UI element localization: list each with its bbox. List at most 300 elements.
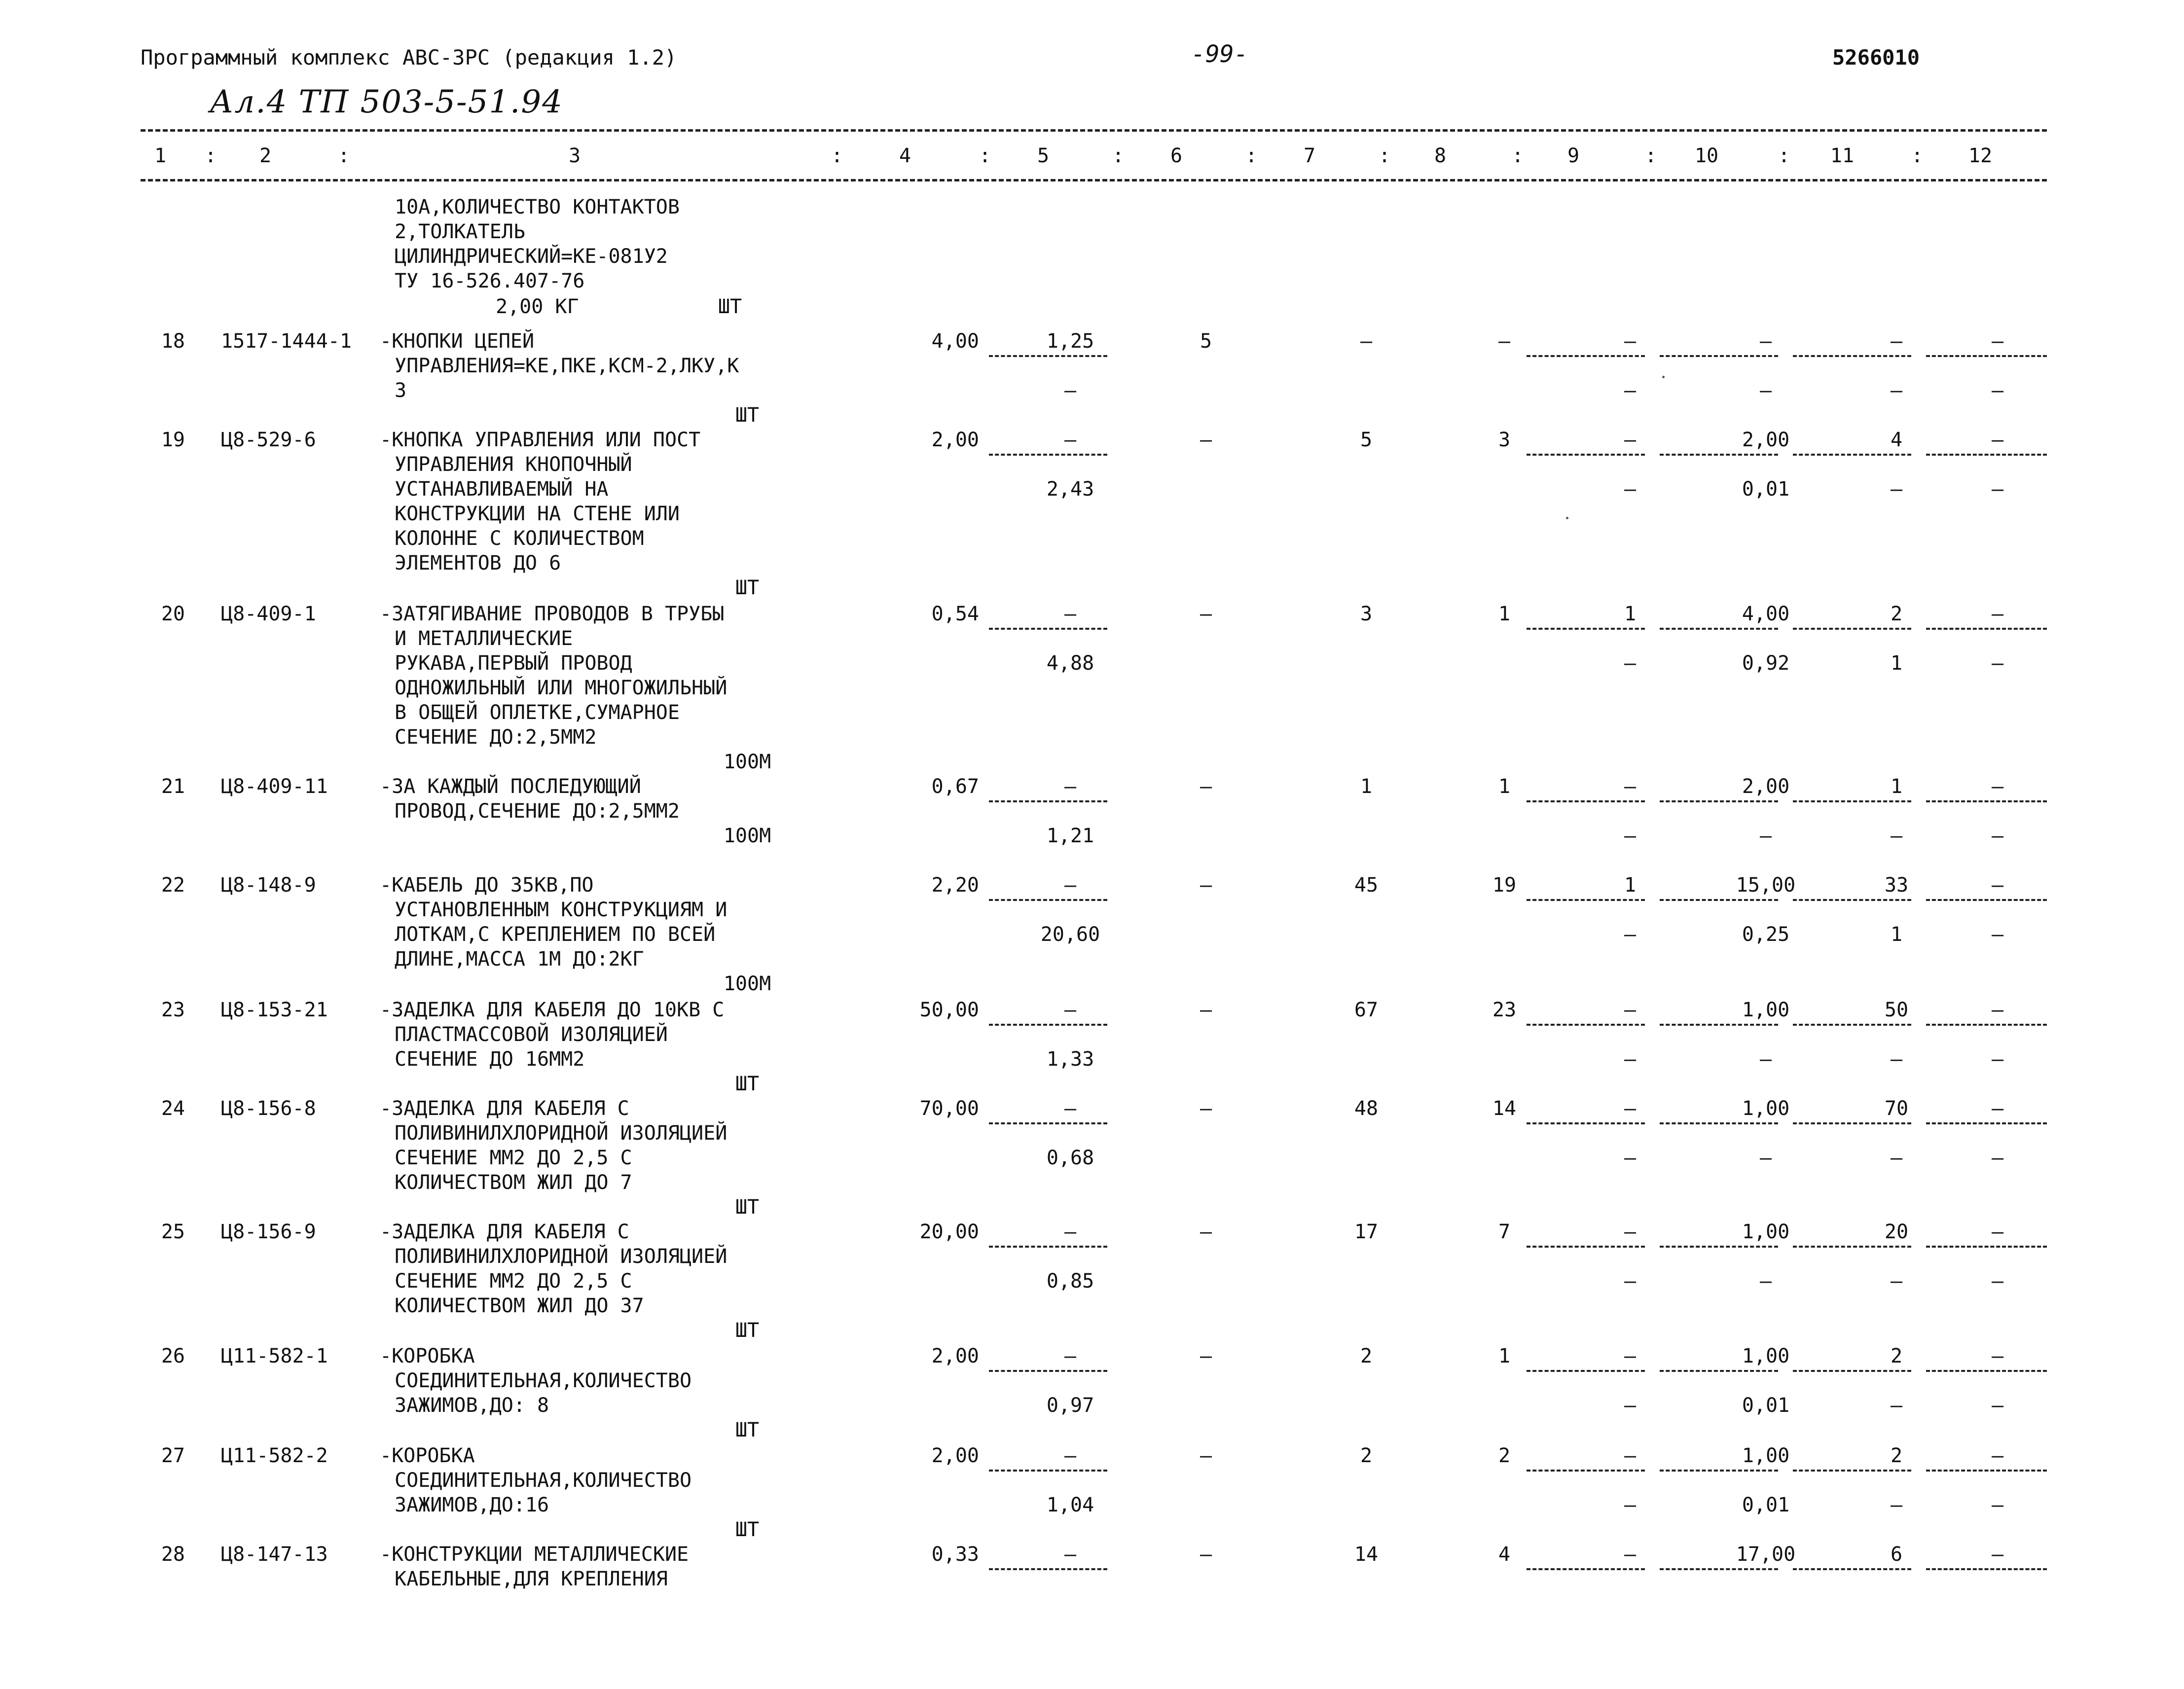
cell-col4: 4,00 <box>931 330 979 353</box>
col12-dashes <box>1926 1568 2047 1570</box>
row-unit: ШТ <box>735 1319 760 1342</box>
cell-col6: – <box>1200 1444 1212 1467</box>
column-number: 6 <box>1170 144 1183 167</box>
row-description-line: ЗАЖИМОВ,ДО: 8 <box>395 1394 549 1417</box>
cell-col5: – <box>1064 1097 1077 1120</box>
cell-col11-second: – <box>1890 478 1903 501</box>
column-separator: : <box>1379 144 1391 167</box>
row-description-line: СОЕДИНИТЕЛЬНАЯ,КОЛИЧЕСТВО <box>395 1369 692 1392</box>
cell-col12: – <box>1991 330 2004 353</box>
cell-col10-second: 0,01 <box>1742 1394 1790 1417</box>
cell-col9-second: – <box>1624 379 1637 402</box>
column-number: 9 <box>1567 144 1580 167</box>
col10-dashes <box>1660 1568 1778 1570</box>
col5-dashes <box>989 454 1107 456</box>
col5-dashes <box>989 1024 1107 1026</box>
col5-dashes <box>989 1470 1107 1472</box>
col10-dashes <box>1660 1470 1778 1472</box>
cell-col11: 6 <box>1890 1543 1903 1566</box>
col5-dashes <box>989 355 1107 357</box>
cell-col4: 0,54 <box>931 603 979 625</box>
cell-col5-second: 20,60 <box>1040 923 1100 946</box>
col5-dashes <box>989 800 1107 802</box>
row-description-line: -ЗАДЕЛКА ДЛЯ КАБЕЛЯ С <box>380 1221 629 1243</box>
cell-col10-second: 0,25 <box>1742 923 1790 946</box>
cell-col4: 20,00 <box>919 1221 979 1243</box>
column-number: 3 <box>568 144 581 167</box>
row-description-line: КАБЕЛЬНЫЕ,ДЛЯ КРЕПЛЕНИЯ <box>395 1568 668 1590</box>
cell-col12-second: – <box>1991 1270 2004 1293</box>
cell-col12-second: – <box>1991 379 2004 402</box>
row-number: 20 <box>161 603 185 625</box>
row-code: Ц8-156-8 <box>221 1097 316 1120</box>
row-description-line: -КОРОБКА <box>380 1444 475 1467</box>
row-description-line: ОДНОЖИЛЬНЫЙ ИЛИ МНОГОЖИЛЬНЫЙ <box>395 677 728 699</box>
cell-col5: – <box>1064 1444 1077 1467</box>
row-description-line: 3 <box>395 379 407 402</box>
continuation-unit: ШТ <box>718 295 742 318</box>
row-unit: 100М <box>723 825 771 847</box>
col9-dashes <box>1527 454 1645 456</box>
cell-col5: – <box>1064 603 1077 625</box>
scan-speck <box>1662 376 1665 378</box>
cell-col7: – <box>1360 330 1373 353</box>
row-number: 27 <box>161 1444 185 1467</box>
cell-col8: 19 <box>1492 874 1517 897</box>
row-number: 25 <box>161 1221 185 1243</box>
col12-dashes <box>1926 628 2047 630</box>
cell-col6: – <box>1200 1221 1212 1243</box>
row-unit: ШТ <box>735 1419 760 1441</box>
cell-col7: 14 <box>1354 1543 1379 1566</box>
row-description-line: СЕЧЕНИЕ ДО 16ММ2 <box>395 1048 585 1071</box>
row-description-line: ПОЛИВИНИЛХЛОРИДНОЙ ИЗОЛЯЦИЕЙ <box>395 1122 728 1145</box>
cell-col8: 14 <box>1492 1097 1517 1120</box>
cell-col12: – <box>1991 1221 2004 1243</box>
col11-dashes <box>1793 1246 1911 1248</box>
cell-col9-second: – <box>1624 1147 1637 1169</box>
cell-col9-second: – <box>1624 923 1637 946</box>
col11-dashes <box>1793 1370 1911 1372</box>
cell-col12: – <box>1991 1097 2004 1120</box>
col9-dashes <box>1527 1122 1645 1124</box>
cell-col9-second: – <box>1624 825 1637 847</box>
row-code: Ц8-156-9 <box>221 1221 316 1243</box>
column-number: 7 <box>1303 144 1316 167</box>
col5-dashes <box>989 1122 1107 1124</box>
column-number: 4 <box>899 144 911 167</box>
cell-col11: 70 <box>1884 1097 1909 1120</box>
cell-col9: – <box>1624 775 1637 798</box>
cell-col4: 2,00 <box>931 1444 979 1467</box>
cell-col5-second: – <box>1064 379 1077 402</box>
col9-dashes <box>1527 628 1645 630</box>
cell-col10: 17,00 <box>1736 1543 1796 1566</box>
col10-dashes <box>1660 1370 1778 1372</box>
row-description-line: УСТАНАВЛИВАЕМЫЙ НА <box>395 478 609 501</box>
col12-dashes <box>1926 454 2047 456</box>
cell-col10: 2,00 <box>1742 429 1790 451</box>
row-description-line: ДЛИНЕ,МАССА 1М ДО:2КГ <box>395 948 644 970</box>
cell-col9: – <box>1624 999 1637 1021</box>
row-description-line: ПОЛИВИНИЛХЛОРИДНОЙ ИЗОЛЯЦИЕЙ <box>395 1245 728 1268</box>
cell-col10: 1,00 <box>1742 999 1790 1021</box>
col10-dashes <box>1660 355 1778 357</box>
row-unit: 100М <box>723 751 771 773</box>
cell-col9: – <box>1624 1097 1637 1120</box>
row-description-line: ПЛАСТМАССОВОЙ ИЗОЛЯЦИЕЙ <box>395 1023 668 1046</box>
cell-col12: – <box>1991 999 2004 1021</box>
cell-col5: – <box>1064 1345 1077 1367</box>
cell-col12-second: – <box>1991 1147 2004 1169</box>
cell-col10-second: – <box>1759 825 1772 847</box>
cell-col8: – <box>1498 330 1511 353</box>
col9-dashes <box>1527 1568 1645 1570</box>
column-separator: : <box>1911 144 1924 167</box>
cell-col4: 0,67 <box>931 775 979 798</box>
cell-col11: 33 <box>1884 874 1909 897</box>
col11-dashes <box>1793 355 1911 357</box>
cell-col12-second: – <box>1991 825 2004 847</box>
cell-col12: – <box>1991 429 2004 451</box>
row-number: 21 <box>161 775 185 798</box>
cell-col11: 1 <box>1890 775 1903 798</box>
cell-col7: 48 <box>1354 1097 1379 1120</box>
col5-dashes <box>989 1246 1107 1248</box>
row-description-line: ПРОВОД,СЕЧЕНИЕ ДО:2,5ММ2 <box>395 800 680 823</box>
col9-dashes <box>1527 899 1645 901</box>
cell-col9: 1 <box>1624 603 1637 625</box>
cell-col9: – <box>1624 1345 1637 1367</box>
col9-dashes <box>1527 355 1645 357</box>
col5-dashes <box>989 1370 1107 1372</box>
row-description-line: СЕЧЕНИЕ ДО:2,5ММ2 <box>395 726 597 749</box>
col12-dashes <box>1926 800 2047 802</box>
cell-col10-second: 0,01 <box>1742 478 1790 501</box>
row-description-line: -КНОПКА УПРАВЛЕНИЯ ИЛИ ПОСТ <box>380 429 701 451</box>
row-description-line: УПРАВЛЕНИЯ=КЕ,ПКЕ,КСМ-2,ЛКУ,К <box>395 355 739 377</box>
col5-dashes <box>989 1568 1107 1570</box>
row-description-line: -ЗАДЕЛКА ДЛЯ КАБЕЛЯ ДО 10КВ С <box>380 999 725 1021</box>
cell-col4: 2,20 <box>931 874 979 897</box>
row-description-line: РУКАВА,ПЕРВЫЙ ПРОВОД <box>395 652 632 675</box>
row-number: 19 <box>161 429 185 451</box>
col12-dashes <box>1926 355 2047 357</box>
cell-col12: – <box>1991 603 2004 625</box>
column-number: 5 <box>1037 144 1050 167</box>
cell-col12-second: – <box>1991 1048 2004 1071</box>
column-number: 12 <box>1968 144 1993 167</box>
row-unit: 100М <box>723 972 771 995</box>
column-number: 11 <box>1830 144 1855 167</box>
cell-col12: – <box>1991 1345 2004 1367</box>
row-description-line: -КОРОБКА <box>380 1345 475 1367</box>
cell-col7: 1 <box>1360 775 1373 798</box>
cell-col7: 67 <box>1354 999 1379 1021</box>
page-number: -99- <box>1191 40 1248 68</box>
cell-col12: – <box>1991 1543 2004 1566</box>
row-number: 26 <box>161 1345 185 1367</box>
row-description-line: -КНОПКИ ЦЕПЕЙ <box>380 330 535 353</box>
cell-col9-second: – <box>1624 1048 1637 1071</box>
cell-col8: 3 <box>1498 429 1511 451</box>
row-number: 28 <box>161 1543 185 1566</box>
cell-col5-second: 1,04 <box>1046 1494 1094 1516</box>
cell-col6: – <box>1200 775 1212 798</box>
header-top-rule <box>141 129 2047 132</box>
cell-col5: – <box>1064 874 1077 897</box>
cell-col6: – <box>1200 429 1212 451</box>
row-code: Ц8-409-11 <box>221 775 328 798</box>
cell-col8: 1 <box>1498 1345 1511 1367</box>
cell-col11-second: – <box>1890 379 1903 402</box>
continuation-line: 10А,КОЛИЧЕСТВО КОНТАКТОВ <box>395 196 680 218</box>
cell-col12-second: – <box>1991 652 2004 675</box>
cell-col12-second: – <box>1991 1494 2004 1516</box>
row-description-line: ЗАЖИМОВ,ДО:16 <box>395 1494 549 1516</box>
cell-col10-second: – <box>1759 1270 1772 1293</box>
cell-col9: 1 <box>1624 874 1637 897</box>
cell-col8: 1 <box>1498 775 1511 798</box>
row-description-line: КОЛИЧЕСТВОМ ЖИЛ ДО 37 <box>395 1294 644 1317</box>
row-code: Ц8-529-6 <box>221 429 316 451</box>
cell-col10: 1,00 <box>1742 1444 1790 1467</box>
row-code: 1517-1444-1 <box>221 330 352 353</box>
header-bottom-rule <box>141 179 2047 181</box>
cell-col10-second: – <box>1759 1048 1772 1071</box>
cell-col5-second: 1,21 <box>1046 825 1094 847</box>
continuation-weight: 2,00 КГ <box>496 295 579 318</box>
cell-col6: – <box>1200 1097 1212 1120</box>
cell-col11: 2 <box>1890 1345 1903 1367</box>
row-description-line: -КАБЕЛЬ ДО 35КВ,ПО <box>380 874 594 897</box>
cell-col7: 2 <box>1360 1444 1373 1467</box>
row-code: Ц8-409-1 <box>221 603 316 625</box>
cell-col11-second: 1 <box>1890 923 1903 946</box>
column-separator: : <box>979 144 991 167</box>
cell-col11: – <box>1890 330 1903 353</box>
column-number: 1 <box>154 144 167 167</box>
cell-col12-second: – <box>1991 478 2004 501</box>
col11-dashes <box>1793 1568 1911 1570</box>
row-unit: ШТ <box>735 1073 760 1095</box>
cell-col5-second: 4,88 <box>1046 652 1094 675</box>
cell-col5-second: 0,68 <box>1046 1147 1094 1169</box>
cell-col5-second: 0,85 <box>1046 1270 1094 1293</box>
column-separator: : <box>1245 144 1258 167</box>
cell-col6: – <box>1200 1543 1212 1566</box>
col9-dashes <box>1527 1246 1645 1248</box>
cell-col11: 50 <box>1884 999 1909 1021</box>
row-description-line: УСТАНОВЛЕННЫМ КОНСТРУКЦИЯМ И <box>395 898 728 921</box>
cell-col6: – <box>1200 999 1212 1021</box>
row-description-line: -ЗАТЯГИВАНИЕ ПРОВОДОВ В ТРУБЫ <box>380 603 725 625</box>
column-number: 8 <box>1434 144 1447 167</box>
cell-col12: – <box>1991 1444 2004 1467</box>
col10-dashes <box>1660 1024 1778 1026</box>
row-description-line: СЕЧЕНИЕ ММ2 ДО 2,5 С <box>395 1270 632 1293</box>
cell-col12-second: – <box>1991 1394 2004 1417</box>
row-description-line: СЕЧЕНИЕ ММ2 ДО 2,5 С <box>395 1147 632 1169</box>
scan-speck <box>1566 517 1568 519</box>
row-code: Ц8-148-9 <box>221 874 316 897</box>
col12-dashes <box>1926 1370 2047 1372</box>
cell-col11: 20 <box>1884 1221 1909 1243</box>
cell-col5-second: 1,33 <box>1046 1048 1094 1071</box>
cell-col9: – <box>1624 1543 1637 1566</box>
cell-col8: 2 <box>1498 1444 1511 1467</box>
cell-col5-second: 0,97 <box>1046 1394 1094 1417</box>
cell-col8: 1 <box>1498 603 1511 625</box>
cell-col5-second: 2,43 <box>1046 478 1094 501</box>
cell-col4: 70,00 <box>919 1097 979 1120</box>
row-description-line: КОНСТРУКЦИИ НА СТЕНЕ ИЛИ <box>395 503 680 525</box>
cell-col9: – <box>1624 1444 1637 1467</box>
cell-col11-second: – <box>1890 1048 1903 1071</box>
cell-col9-second: – <box>1624 1394 1637 1417</box>
column-number: 2 <box>259 144 272 167</box>
col12-dashes <box>1926 1122 2047 1124</box>
cell-col12: – <box>1991 775 2004 798</box>
col5-dashes <box>989 899 1107 901</box>
col10-dashes <box>1660 454 1778 456</box>
col5-dashes <box>989 628 1107 630</box>
cell-col10: 4,00 <box>1742 603 1790 625</box>
cell-col10-second: – <box>1759 379 1772 402</box>
cell-col5: – <box>1064 1543 1077 1566</box>
cell-col12: – <box>1991 874 2004 897</box>
row-unit: ШТ <box>735 404 760 427</box>
cell-col9-second: – <box>1624 652 1637 675</box>
col12-dashes <box>1926 899 2047 901</box>
cell-col9-second: – <box>1624 1270 1637 1293</box>
row-description-line: -КОНСТРУКЦИИ МЕТАЛЛИЧЕСКИЕ <box>380 1543 689 1566</box>
cell-col11-second: – <box>1890 825 1903 847</box>
column-separator: : <box>1778 144 1790 167</box>
cell-col5: – <box>1064 775 1077 798</box>
row-description-line: -ЗАДЕЛКА ДЛЯ КАБЕЛЯ С <box>380 1097 629 1120</box>
col12-dashes <box>1926 1246 2047 1248</box>
col9-dashes <box>1527 1470 1645 1472</box>
row-code: Ц8-153-21 <box>221 999 328 1021</box>
col11-dashes <box>1793 1122 1911 1124</box>
cell-col10: 1,00 <box>1742 1097 1790 1120</box>
cell-col7: 2 <box>1360 1345 1373 1367</box>
cell-col4: 50,00 <box>919 999 979 1021</box>
row-number: 24 <box>161 1097 185 1120</box>
cell-col5: – <box>1064 999 1077 1021</box>
row-description-line: УПРАВЛЕНИЯ КНОПОЧНЫЙ <box>395 453 632 476</box>
col9-dashes <box>1527 1024 1645 1026</box>
cell-col6: – <box>1200 874 1212 897</box>
col11-dashes <box>1793 800 1911 802</box>
row-description-line: И МЕТАЛЛИЧЕСКИЕ <box>395 627 573 650</box>
col11-dashes <box>1793 899 1911 901</box>
cell-col7: 17 <box>1354 1221 1379 1243</box>
continuation-line: ЦИЛИНДРИЧЕСКИЙ=КЕ-081У2 <box>395 245 668 268</box>
row-number: 22 <box>161 874 185 897</box>
column-separator: : <box>1512 144 1524 167</box>
cell-col6: – <box>1200 603 1212 625</box>
column-separator: : <box>205 144 217 167</box>
column-separator: : <box>1645 144 1657 167</box>
col12-dashes <box>1926 1024 2047 1026</box>
cell-col10: 1,00 <box>1742 1345 1790 1367</box>
cell-col4: 2,00 <box>931 429 979 451</box>
col9-dashes <box>1527 1370 1645 1372</box>
col10-dashes <box>1660 628 1778 630</box>
row-unit: ШТ <box>735 1196 760 1219</box>
cell-col10: 15,00 <box>1736 874 1796 897</box>
col10-dashes <box>1660 800 1778 802</box>
col9-dashes <box>1527 800 1645 802</box>
col11-dashes <box>1793 628 1911 630</box>
cell-col8: 23 <box>1492 999 1517 1021</box>
cell-col10-second: 0,01 <box>1742 1494 1790 1516</box>
col11-dashes <box>1793 454 1911 456</box>
cell-col6: 5 <box>1200 330 1212 353</box>
column-number: 10 <box>1694 144 1719 167</box>
row-description-line: ЛОТКАМ,С КРЕПЛЕНИЕМ ПО ВСЕЙ <box>395 923 716 946</box>
cell-col8: 4 <box>1498 1543 1511 1566</box>
row-description-line: ЭЛЕМЕНТОВ ДО 6 <box>395 552 561 575</box>
cell-col12-second: – <box>1991 923 2004 946</box>
col11-dashes <box>1793 1024 1911 1026</box>
continuation-line: 2,ТОЛКАТЕЛЬ <box>395 220 525 243</box>
cell-col9: – <box>1624 330 1637 353</box>
cell-col8: 7 <box>1498 1221 1511 1243</box>
continuation-line: ТУ 16-526.407-76 <box>395 270 585 292</box>
cell-col11: 4 <box>1890 429 1903 451</box>
cell-col4: 0,33 <box>931 1543 979 1566</box>
row-code: Ц11-582-2 <box>221 1444 328 1467</box>
handwritten-reference: Ал.4 ТП 503-5-51.94 <box>210 84 563 120</box>
cell-col5: 1,25 <box>1046 330 1094 353</box>
cell-col5: – <box>1064 1221 1077 1243</box>
row-number: 23 <box>161 999 185 1021</box>
cell-col7: 45 <box>1354 874 1379 897</box>
col10-dashes <box>1660 1122 1778 1124</box>
program-title: Программный комплекс АВС-3РС (редакция 1.2) <box>141 45 677 70</box>
cell-col5: – <box>1064 429 1077 451</box>
cell-col10-second: 0,92 <box>1742 652 1790 675</box>
cell-col7: 5 <box>1360 429 1373 451</box>
cell-col9: – <box>1624 429 1637 451</box>
cell-col11-second: – <box>1890 1394 1903 1417</box>
column-separator: : <box>1112 144 1125 167</box>
row-description-line: СОЕДИНИТЕЛЬНАЯ,КОЛИЧЕСТВО <box>395 1469 692 1492</box>
row-description-line: В ОБЩЕЙ ОПЛЕТКЕ,СУМАРНОЕ <box>395 701 680 724</box>
cell-col6: – <box>1200 1345 1212 1367</box>
cell-col11-second: – <box>1890 1270 1903 1293</box>
cell-col11-second: – <box>1890 1494 1903 1516</box>
column-separator: : <box>338 144 350 167</box>
cell-col10-second: – <box>1759 1147 1772 1169</box>
cell-col11-second: 1 <box>1890 652 1903 675</box>
cell-col11: 2 <box>1890 1444 1903 1467</box>
document-code: 5266010 <box>1832 45 1920 70</box>
cell-col7: 3 <box>1360 603 1373 625</box>
row-unit: ШТ <box>735 576 760 599</box>
row-description-line: КОЛИЧЕСТВОМ ЖИЛ ДО 7 <box>395 1171 632 1194</box>
cell-col10: – <box>1759 330 1772 353</box>
col10-dashes <box>1660 1246 1778 1248</box>
col10-dashes <box>1660 899 1778 901</box>
cell-col9-second: – <box>1624 478 1637 501</box>
row-description-line: -ЗА КАЖДЫЙ ПОСЛЕДУЮЩИЙ <box>380 775 641 798</box>
col12-dashes <box>1926 1470 2047 1472</box>
col11-dashes <box>1793 1470 1911 1472</box>
